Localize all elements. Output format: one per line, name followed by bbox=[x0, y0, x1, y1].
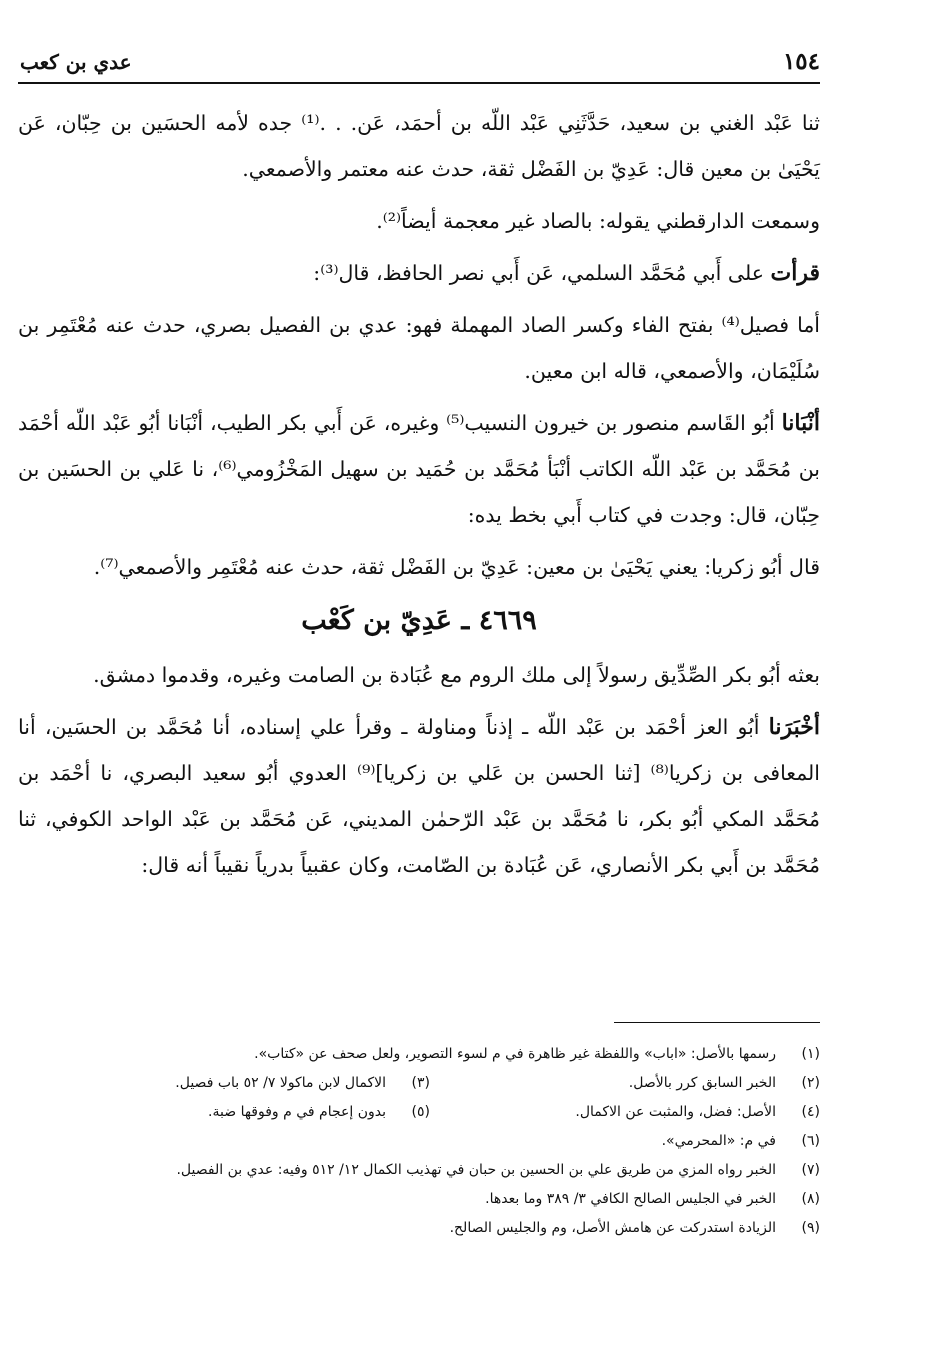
paragraph-1: ثنا عَبْد الغني بن سعيد، حَدَّثَنِي عَبْد اللّه بن أحمَد، عَن. . .⁽¹⁾ جده لأمه الحسَين بن حِبّان، عَن يَحْيَىٰ بن معين قال: عَدِيّ بن الفَضْل ثقة، حدث عنه معتمر والأصمعي. bbox=[18, 111, 820, 181]
paragraph-6: قال أبُو زكريا: يعني يَحْيَىٰ بن معين: عَدِيّ بن الفَضْل ثقة، حدث عنه مُعْتَمِر والأصمعي⁽⁷⁾. bbox=[93, 555, 820, 579]
paragraph-3-lead: قرأت bbox=[770, 260, 820, 286]
footnote-number: (٢) bbox=[801, 1075, 820, 1091]
paragraph-3-text: على أَبي مُحَمَّد السلمي، عَن أَبي نصر الحافظ، قال⁽³⁾: bbox=[313, 261, 764, 285]
footnote-text: في م: «المحرمي». bbox=[661, 1133, 776, 1149]
footnote-text: الزيادة استدركت عن هامش الأصل، وم والجليس الصالح. bbox=[449, 1220, 776, 1236]
main-text bbox=[18, 100, 820, 894]
footnote-row bbox=[40, 1069, 820, 1098]
footnote-text: الخبر السابق كرر بالأصل. bbox=[628, 1075, 776, 1091]
paragraph-8-lead: أخْبَرَنا bbox=[768, 714, 820, 740]
footnote-5 bbox=[40, 1098, 430, 1127]
footnote-text: الخبر في الجليس الصالح الكافي ٣/ ٣٨٩ وما بعدها. bbox=[485, 1191, 776, 1207]
footnote-text: بدون إعجام في م وفوقها ضبة. bbox=[208, 1104, 386, 1120]
footnote-8 bbox=[40, 1185, 820, 1214]
footnote-separator bbox=[614, 1022, 820, 1023]
footnote-text: الخبر رواه المزي من طريق علي بن الحسين بن حبان في تهذيب الكمال ١٢/ ٥١٢ وفيه: عدي بن الفصيل. bbox=[176, 1162, 776, 1178]
footnote-7 bbox=[40, 1156, 820, 1185]
paragraph-4: أما فصيل⁽⁴⁾ بفتح الفاء وكسر الصاد المهملة فهو: عدي بن الفصيل بصري، حدث عنه مُعْتَمِر بن سُلَيْمَان، والأصمعي، قاله ابن معين. bbox=[18, 313, 821, 383]
paragraph-5 bbox=[18, 400, 820, 538]
page-number: ١٥٤ bbox=[782, 48, 820, 75]
footnote-number: (٤) bbox=[801, 1104, 820, 1120]
footnote-number: (٧) bbox=[801, 1162, 820, 1178]
paragraph-2: وسمعت الدارقطني يقوله: بالصاد غير معجمة أيضاً⁽²⁾. bbox=[376, 209, 820, 233]
footnote-1 bbox=[40, 1040, 820, 1069]
entry-heading: ٤٦٦٩ ـ عَدِيّ بن كَعْب bbox=[301, 605, 537, 636]
running-title: عدي بن كعب bbox=[20, 50, 132, 74]
paragraph-5-text: أبُو القَاسم منصور بن خيرون النسيب⁽⁵⁾ وغيره، عَن أَبي بكر الطيب، أنْبَانا أبُو عَبْد اللّه أحْمَد بن مُحَمَّد بن عَبْد اللّه الكاتب أنْبَأ مُحَمَّد بن حُمَيد بن سهيل المَخْزُومي⁽⁶⁾، نا عَلي بن الحسَين بن حِبّان، قال: وجدت في كتاب أَبي بخط يده: bbox=[18, 411, 821, 527]
footnote-2 bbox=[430, 1069, 820, 1098]
footnote-text: رسمها بالأصل: «اباب» واللفظة غير ظاهرة في م لسوء التصوير، ولعل صحف عن «كتاب». bbox=[254, 1046, 776, 1062]
footnote-number: (٦) bbox=[801, 1133, 820, 1149]
footnote-number: (٣) bbox=[411, 1075, 430, 1091]
footnote-9 bbox=[40, 1214, 820, 1243]
paragraph-7: بعثه أبُو بكر الصِّدِّيق رسولاً إلى ملك الروم مع عُبَادة بن الصامت وغيره، وقدموا دمشق. bbox=[93, 663, 820, 687]
footnote-number: (١) bbox=[801, 1046, 820, 1062]
paragraph-3 bbox=[18, 250, 820, 296]
footnote-row bbox=[40, 1098, 820, 1127]
footnote-number: (٩) bbox=[801, 1220, 820, 1236]
paragraph-5-lead: أنْبَانا bbox=[781, 410, 820, 436]
footnote-4 bbox=[430, 1098, 820, 1127]
footnote-6 bbox=[40, 1127, 820, 1156]
footnote-3 bbox=[40, 1069, 430, 1098]
paragraph-8-text: أبُو العز أحْمَد بن عَبْد اللّه ـ إذناً ومناولة ـ وقرأ علي إسناده، أنا مُحَمَّد بن الحسَين، أنا المعافى بن زكريا⁽⁸⁾ [ثنا الحسن بن عَلي بن زكريا]⁽⁹⁾ العدوي أبُو سعيد البصري، نا أحْمَد بن مُحَمَّد المكي أبُو بكر، نا مُحَمَّد بن عَبْد الرّحمٰن المديني، عَن مُحَمَّد بن عَبْد الواحد الكوفي، ثنا مُحَمَّد بن أَبي بكر الأنصاري، عَن عُبَادة بن الصّامت، وكان عقبياً بدرياً نقيباً أنه قال: bbox=[18, 715, 820, 877]
footnote-number: (٥) bbox=[411, 1104, 430, 1120]
page-header bbox=[18, 46, 820, 84]
footnote-text: الاكمال لابن ماكولا ٧/ ٥٢ باب فصيل. bbox=[175, 1075, 386, 1091]
paragraph-8 bbox=[18, 704, 820, 888]
footnote-text: الأصل: فضل، والمثبت عن الاكمال. bbox=[575, 1104, 776, 1120]
footnote-number: (٨) bbox=[801, 1191, 820, 1207]
footnotes bbox=[40, 1040, 820, 1243]
